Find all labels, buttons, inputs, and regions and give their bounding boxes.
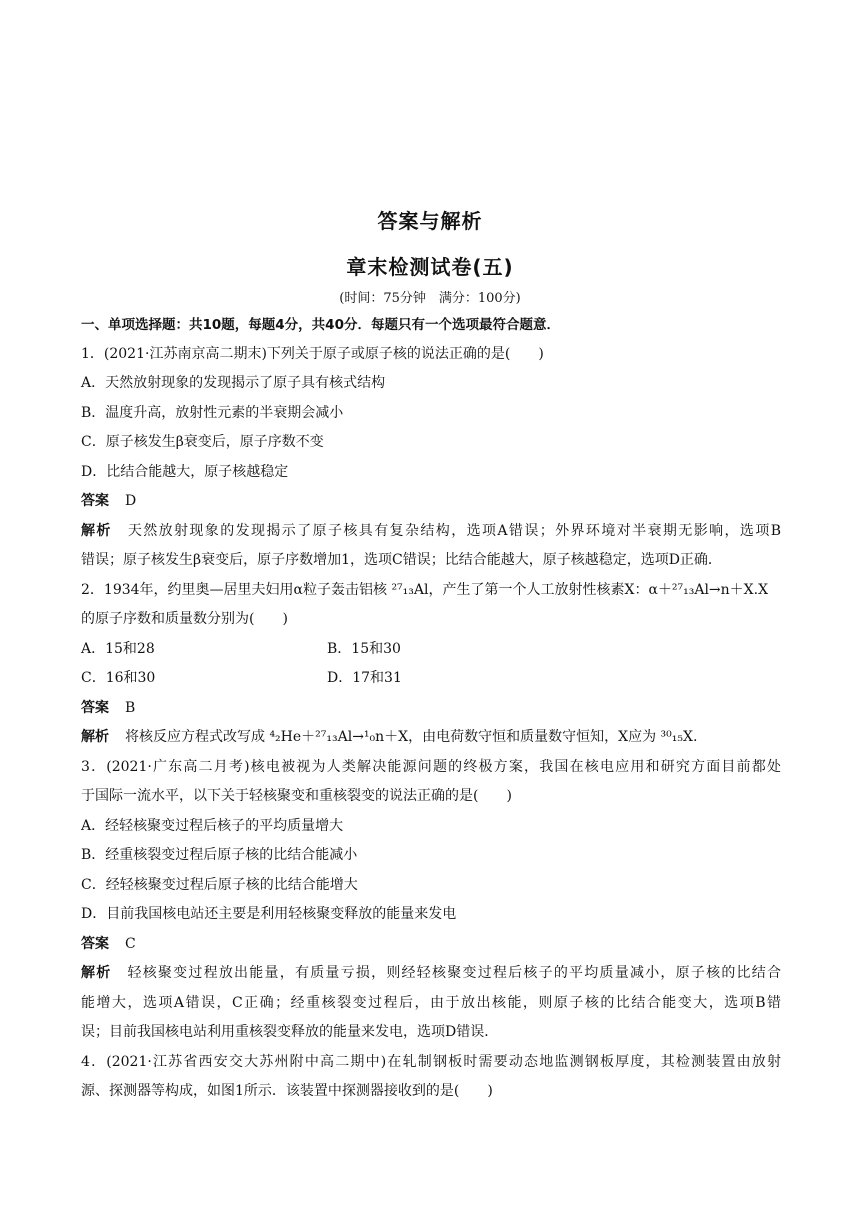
analysis-label: 解析 xyxy=(81,965,112,981)
q1-option-c: C．原子核发生β衰变后，原子序数不变 xyxy=(81,434,324,450)
answer-value: D xyxy=(125,493,137,509)
q1-option-a: A．天然放射现象的发现揭示了原子具有核式结构 xyxy=(81,375,386,391)
q2-option-c: C．16和30 xyxy=(81,670,156,686)
q2-stem: 2．1934年，约里奥—居里夫妇用α粒子轰击铝核 ²⁷₁₃Al，产生了第一个人工放射性核素X：α＋²⁷₁₃Al→n＋X.X xyxy=(81,582,769,598)
section-heading: 一、单项选择题：共10题，每题4分，共40分．每题只有一个选项最符合题意． xyxy=(81,317,560,333)
q1-answer xyxy=(81,491,781,511)
q3-option-b: B．经重核裂变过程后原子核的比结合能减小 xyxy=(81,847,358,863)
answer-label: 答案 xyxy=(81,936,109,952)
answer-label: 答案 xyxy=(81,700,109,716)
q3-analysis-line xyxy=(81,963,781,983)
page-title: 答案与解析 xyxy=(377,209,483,233)
q3-stem: 于国际一流水平，以下关于轻核聚变和重核裂变的说法正确的是( ) xyxy=(81,788,512,804)
q2-answer xyxy=(81,698,781,718)
q3-analysis-line: 误；目前我国核电站利用重核裂变释放的能量来发电，选项D错误． xyxy=(81,1024,499,1040)
q4-stem: 4．(2021·江苏省西安交大苏州附中高二期中)在轧制钢板时需要动态地监测钢板厚度，其检测装置由放射 xyxy=(81,1054,781,1070)
q2-option-b: B．15和30 xyxy=(327,641,401,657)
answer-label: 答案 xyxy=(81,493,109,509)
page-subtitle: 章末检测试卷(五) xyxy=(346,255,514,279)
analysis-text: 天然放射现象的发现揭示了原子核具有复杂结构，选项A错误；外界环境对半衰期无影响，选项B xyxy=(127,523,782,539)
q1-analysis-line: 错误；原子核发生β衰变后，原子序数增加1，选项C错误；比结合能越大，原子核越稳定，选项D正确． xyxy=(81,552,722,568)
q3-option-a: A．经轻核聚变过程后核子的平均质量增大 xyxy=(81,818,344,834)
q1-option-d: D．比结合能越大，原子核越稳定 xyxy=(81,464,289,480)
q3-option-d: D．目前我国核电站还主要是利用轻核聚变释放的能量来发电 xyxy=(81,906,457,922)
q1-analysis-line xyxy=(81,521,781,541)
q1-stem: 1．(2021·江苏南京高二期末)下列关于原子或原子核的说法正确的是( ) xyxy=(81,346,544,362)
q2-analysis-line xyxy=(81,727,781,747)
q3-analysis-line: 能增大，选项A错误，C正确；经重核裂变过程后，由于放出核能，则原子核的比结合能变大，选项B错 xyxy=(81,995,781,1011)
analysis-label: 解析 xyxy=(81,523,112,539)
analysis-label: 解析 xyxy=(81,729,109,745)
q3-option-c: C．经轻核聚变过程后原子核的比结合能增大 xyxy=(81,877,358,893)
q3-answer xyxy=(81,934,781,954)
q2-option-d: D．17和31 xyxy=(327,670,402,686)
q2-stem: 的原子序数和质量数分别为( ) xyxy=(81,611,288,627)
answer-value: B xyxy=(125,700,136,716)
q4-stem: 源、探测器等构成，如图1所示．该装置中探测器接收到的是( ) xyxy=(81,1083,493,1099)
exam-meta: (时间：75分钟 满分：100分) xyxy=(339,291,521,306)
analysis-text: 将核反应方程式改写成 ⁴₂He＋²⁷₁₃Al→¹₀n＋X，由电荷数守恒和质量数守恒知，X应为 ³⁰₁₅X. xyxy=(125,729,698,745)
analysis-text: 轻核聚变过程放出能量，有质量亏损，则经轻核聚变过程后核子的平均质量减小，原子核的比结合 xyxy=(127,965,782,981)
q3-stem: 3．(2021·广东高二月考)核电被视为人类解决能源问题的终极方案，我国在核电应用和研究方面目前都处 xyxy=(81,759,781,775)
answer-value: C xyxy=(125,936,136,952)
q1-option-b: B．温度升高，放射性元素的半衰期会减小 xyxy=(81,405,344,421)
q2-option-a: A．15和28 xyxy=(81,641,155,657)
